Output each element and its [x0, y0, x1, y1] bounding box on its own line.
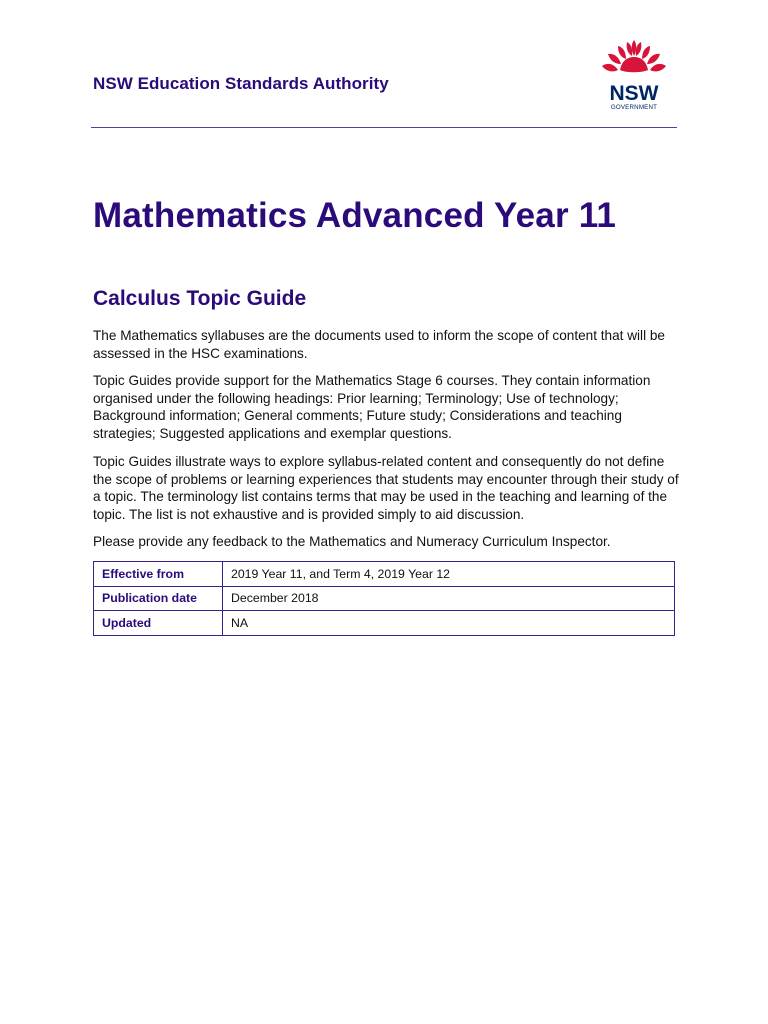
header-divider	[91, 127, 677, 128]
table-row	[94, 611, 675, 636]
logo-wordmark: NSW	[609, 82, 659, 105]
publication-date-value: December 2018	[223, 586, 675, 611]
logo-subtext: GOVERNMENT	[610, 104, 658, 111]
nsw-government-logo	[598, 40, 670, 114]
document-info-table	[93, 561, 675, 636]
document-title: Mathematics Advanced Year 11	[93, 196, 617, 235]
updated-label: Updated	[94, 611, 223, 636]
paragraph-topic-guide-scope: Topic Guides illustrate ways to explore syllabus-related content and consequently do not define the scope of problems or learning experiences that students may encounter through their study of a topic. The terminology list contains terms that may be used in the teaching and learning of the topic. The list is not exhaustive and is provided simply to aid discussion.	[93, 454, 679, 522]
document-subtitle: Calculus Topic Guide	[93, 287, 307, 310]
waratah-icon	[602, 40, 666, 72]
paragraph-topic-guide-headings: Topic Guides provide support for the Mathematics Stage 6 courses. They contain information organised under the following headings: Prior learning; Terminology; Use of technology; Background information; General comments; Future study; Considerations and teaching strategies; Suggested applications and exemplar questions.	[93, 373, 651, 441]
organisation-name: NSW Education Standards Authority	[93, 74, 389, 93]
table-row	[94, 586, 675, 611]
paragraph-feedback: Please provide any feedback to the Mathematics and Numeracy Curriculum Inspector.	[93, 534, 611, 549]
paragraph-syllabus-scope: The Mathematics syllabuses are the documents used to inform the scope of content that will be assessed in the HSC examinations.	[93, 328, 665, 361]
updated-value: NA	[223, 611, 675, 636]
table-row	[94, 562, 675, 587]
effective-from-label: Effective from	[94, 562, 223, 587]
effective-from-value: 2019 Year 11, and Term 4, 2019 Year 12	[223, 562, 675, 587]
publication-date-label: Publication date	[94, 586, 223, 611]
